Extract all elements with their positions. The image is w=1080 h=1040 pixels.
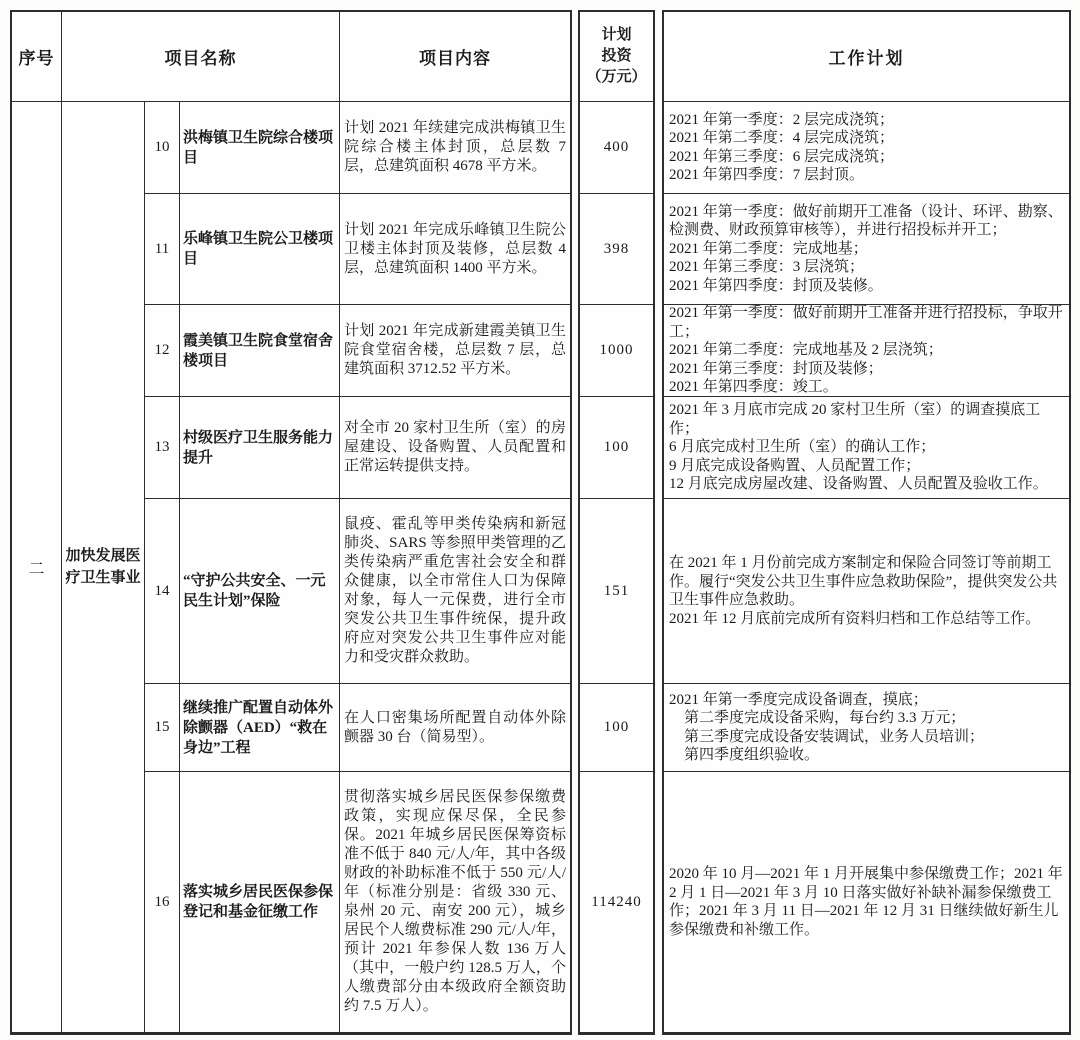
project-content-text: 在人口密集场所配置自动体外除颤器 30 台（简易型）。 <box>344 709 566 745</box>
main-table-panel <box>10 10 572 1035</box>
header-serial: 序号 <box>12 12 62 101</box>
work-plan-cell <box>664 102 1069 194</box>
work-plan-cell <box>664 684 1069 772</box>
project-name-text: 落实城乡居民医保参保登记和基金征缴工作 <box>183 884 334 920</box>
work-plan-cell <box>664 305 1069 397</box>
investment-cell: 100 <box>580 684 653 772</box>
table-row <box>145 194 570 305</box>
work-plan-text: 2021 年第一季度：做好前期开工准备并进行招投标，争取开工； 2021 年第二季度：完成地基及 2 层浇筑； 2021 年第三季度：封顶及装修； 2021 年第四季度：竣工。 <box>669 305 1063 396</box>
work-plan-cell <box>664 772 1069 1032</box>
investment-cell: 398 <box>580 194 653 305</box>
work-plan-column-panel <box>662 10 1071 1035</box>
project-content-text: 贯彻落实城乡居民医保参保缴费政策，实现应保尽保，全民参保。2021 年城乡居民医保筹资标准不低于 840 元/人/年，其中各级财政的补助标准不低于 550 元/人/年（标准分别是：省级 330 元、泉州 20 元、南安 200 元），城乡居民个人缴费标准 290 元/人/年，预计 2021 年参保人数 136 万人（其中，一般户约 128.5 万人，个人缴费部分由本级政府全额资助约 7.5 万人）。 <box>344 789 566 1014</box>
project-content-cell <box>340 499 570 683</box>
row-number: 12 <box>145 305 180 396</box>
header-project-name: 项目名称 <box>62 12 340 101</box>
header-project-content: 项目内容 <box>419 49 491 68</box>
investment-cell: 151 <box>580 499 653 684</box>
project-content-cell <box>340 772 570 1032</box>
table-row <box>145 499 570 684</box>
project-name-cell <box>180 684 340 771</box>
table-row <box>145 684 570 772</box>
work-plan-table <box>10 10 1071 1035</box>
investment-cell: 114240 <box>591 893 642 910</box>
project-name-cell <box>180 102 340 193</box>
work-plan-cell <box>664 194 1069 305</box>
project-name-text: “守护公共安全、一元民生计划”保险 <box>183 573 326 609</box>
investment-cell: 1000 <box>580 305 653 397</box>
header-planned-investment: 计划 投资 （万元） <box>580 12 653 102</box>
project-name-cell <box>180 305 340 396</box>
project-content-text: 计划 2021 年续建完成洪梅镇卫生院综合楼主体封顶，总层数 7 层，总建筑面积 4678 平方米。 <box>344 120 566 174</box>
work-plan-text: 2021 年第一季度完成设备调查，摸底； 第二季度完成设备采购，每台约 3.3 万元； 第三季度完成设备安装调试，业务人员培训； 第四季度组织验收。 <box>669 691 985 763</box>
project-content-text: 鼠疫、霍乱等甲类传染病和新冠肺炎、SARS 等参照甲类管理的乙类传染病严重危害社会安全和群众健康，以全市常住人口为保障对象，每人一元保费，进行全市突发公共卫生事件统保，提升政府应对突发公共卫生事件应对能力和受灾群众救助。 <box>344 516 566 665</box>
work-plan-text: 2021 年 3 月底市完成 20 家村卫生所（室）的调查摸底工作； 6 月底完成村卫生所（室）的确认工作； 9 月底完成设备购置、人员配置工作； 12 月底完成房屋改建、设备购置、人员配置及验收工作。 <box>669 402 1048 493</box>
project-content-text: 计划 2021 年完成乐峰镇卫生院公卫楼主体封顶及装修，总层数 4 层，总建筑面积 1400 平方米。 <box>344 221 566 276</box>
category-name-cell: 加快发展医疗卫生事业 <box>62 102 145 1032</box>
header-work-plan: 工作计划 <box>664 12 1069 102</box>
project-name-cell <box>180 499 340 683</box>
project-content-cell <box>340 194 570 304</box>
table-body <box>12 102 570 1032</box>
row-number: 15 <box>145 684 180 771</box>
work-plan-text: 在 2021 年 1 月份前完成方案制定和保险合同签订等前期工作。履行“突发公共卫生事件应急救助保险”，提供突发公共卫生事件应急救助。 2021 年 12 月底前完成所有资料归档和工作总结等工作。 <box>669 555 1058 627</box>
row-number: 14 <box>145 499 180 683</box>
table-row <box>145 772 570 1032</box>
project-name-text: 霞美镇卫生院食堂宿舍楼项目 <box>183 332 334 369</box>
project-content-text: 对全市 20 家村卫生所（室）的房屋建设、设备购置、人员配置和正常运转提供支持。 <box>344 420 566 474</box>
project-content-text: 计划 2021 年完成新建霞美镇卫生院食堂宿舍楼，总层数 7 层，总建筑面积 3712.52 平方米。 <box>344 323 566 377</box>
table-row <box>145 102 570 194</box>
project-name-text: 洪梅镇卫生院综合楼项目 <box>183 129 334 166</box>
project-name-cell <box>180 194 340 304</box>
project-content-cell <box>340 684 570 771</box>
row-number: 13 <box>145 397 180 498</box>
project-content-cell <box>340 397 570 498</box>
project-content-cell <box>340 102 570 193</box>
project-name-cell <box>180 772 340 1032</box>
table-row <box>145 397 570 499</box>
row-number: 16 <box>145 772 180 1032</box>
project-rows <box>145 102 570 1032</box>
table-row <box>145 305 570 397</box>
row-number: 11 <box>145 194 180 304</box>
investment-column-panel <box>578 10 655 1035</box>
work-plan-cell <box>664 397 1069 499</box>
project-content-cell <box>340 305 570 396</box>
table-header-row <box>12 12 570 102</box>
investment-cell: 100 <box>580 397 653 499</box>
project-name-text: 乐峰镇卫生院公卫楼项目 <box>183 231 334 267</box>
project-name-text: 继续推广配置自动体外除颤器（AED）“救在身边”工程 <box>183 699 334 756</box>
category-serial-cell: 二 <box>12 102 62 1032</box>
work-plan-text: 2021 年第一季度：做好前期开工准备（设计、环评、勘察、检测费、财政预算审核等），并进行招投标并开工； 2021 年第二季度：完成地基； 2021 年第三季度：3 层浇筑； 2021 年第四季度：封顶及装修。 <box>669 203 1063 294</box>
project-name-cell <box>180 397 340 498</box>
investment-cell: 400 <box>580 102 653 194</box>
work-plan-text: 2020 年 10 月—2021 年 1 月开展集中参保缴费工作；2021 年 2 月 1 日—2021 年 3 月 10 日落实做好补缺补漏参保缴费工作；2021 年 3 月 11 日—2021 年 12 月 31 日继续做好新生儿参保缴费和补缴工作。 <box>669 866 1067 938</box>
row-number: 10 <box>145 102 180 193</box>
work-plan-text: 2021 年第一季度：2 层完成浇筑； 2021 年第二季度：4 层完成浇筑； 2021 年第三季度：6 层完成浇筑； 2021 年第四季度：7 层封顶。 <box>669 111 895 183</box>
project-name-text: 村级医疗卫生服务能力提升 <box>183 429 334 466</box>
work-plan-cell <box>664 499 1069 684</box>
